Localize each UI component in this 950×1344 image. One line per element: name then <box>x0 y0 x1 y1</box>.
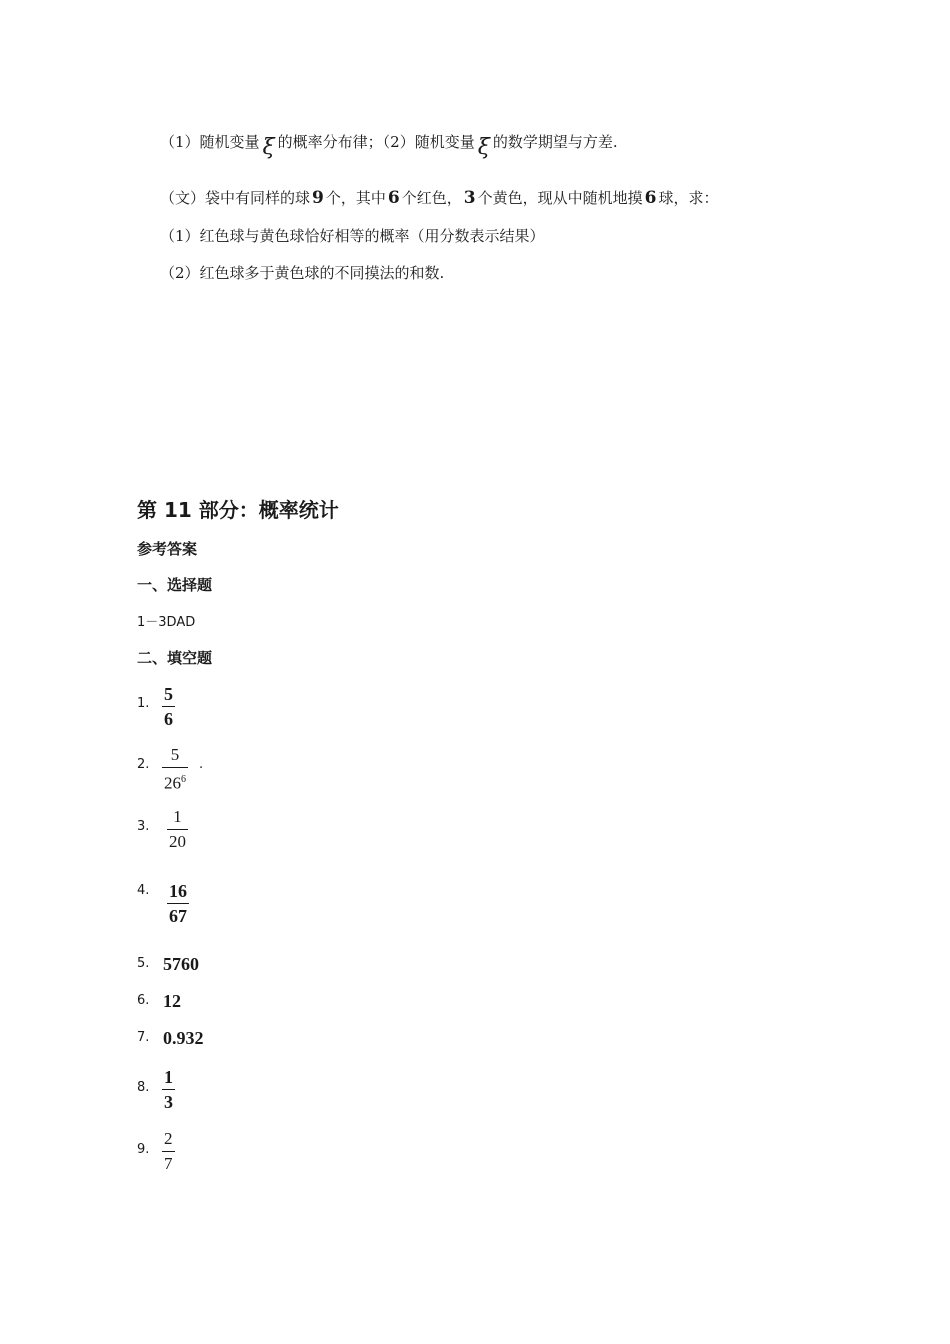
denominator: 20 <box>167 829 188 854</box>
numerator: 1 <box>164 1067 173 1087</box>
denominator: 3 <box>162 1089 175 1114</box>
answer-value: 5760 <box>163 954 199 974</box>
denominator: 67 <box>167 903 189 928</box>
fraction <box>162 682 175 731</box>
line2-part3: 个红色， <box>401 189 462 207</box>
item-label: 8. <box>137 1080 150 1095</box>
denominator-exponent: 6 <box>181 774 186 785</box>
xi-symbol: ξ <box>262 135 275 160</box>
problem-line-3: （1）红色球与黄色球恰好相等的概率（用分数表示结果） <box>160 227 545 245</box>
problem-line-4: （2）红色球多于黄色球的不同摸法的和数. <box>160 264 445 282</box>
section-title: 第 11 部分：概率统计 <box>137 498 339 522</box>
item-label: 1. <box>137 696 150 711</box>
fraction <box>167 879 189 928</box>
choice-section-heading: 一、选择题 <box>137 576 213 594</box>
problem-line-1 <box>160 128 618 160</box>
line2-part4: 个黄色，现从中随机地摸 <box>477 189 643 207</box>
item-label: 2. <box>137 757 150 772</box>
item-label: 6. <box>137 993 150 1008</box>
fraction <box>162 1065 175 1114</box>
denominator <box>162 767 188 796</box>
item-label: 9. <box>137 1142 150 1157</box>
numerator: 16 <box>169 881 187 901</box>
line2-part5: 球，求： <box>658 189 719 207</box>
line1-part2: 的概率分布律；（2）随机变量 <box>277 133 475 151</box>
line2-part1: （文）袋中有同样的球 <box>160 189 311 207</box>
numerator: 5 <box>164 684 173 704</box>
answer-value: 12 <box>163 991 181 1011</box>
fraction <box>162 743 188 796</box>
reference-answer-heading: 参考答案 <box>137 540 198 558</box>
numerator: 5 <box>170 745 180 764</box>
draw-count: 6 <box>644 188 657 208</box>
answer-value: 0.932 <box>163 1028 204 1048</box>
choice-answers: 1－3DAD <box>137 615 196 630</box>
xi-symbol: ξ <box>477 135 490 160</box>
fraction <box>162 1127 175 1176</box>
item-label: 7. <box>137 1030 150 1045</box>
numerator: 2 <box>164 1129 173 1148</box>
yellow-count: 3 <box>463 188 476 208</box>
fraction <box>167 805 188 854</box>
item-label: 4. <box>137 883 150 898</box>
line1-part3: 的数学期望与方差. <box>492 133 618 151</box>
item-label: 5. <box>137 956 150 971</box>
red-count: 6 <box>387 188 400 208</box>
denominator: 6 <box>162 706 175 731</box>
ball-total: 9 <box>312 188 324 208</box>
line1-part1: （1）随机变量 <box>160 133 260 151</box>
numerator: 1 <box>173 807 182 826</box>
trailing-period: . <box>199 757 204 772</box>
line2-part2: 个，其中 <box>325 189 386 207</box>
denominator-base: 26 <box>164 773 181 793</box>
fill-section-heading: 二、填空题 <box>137 649 213 667</box>
item-label: 3. <box>137 819 150 834</box>
denominator: 7 <box>162 1151 175 1176</box>
problem-line-2 <box>160 187 718 208</box>
